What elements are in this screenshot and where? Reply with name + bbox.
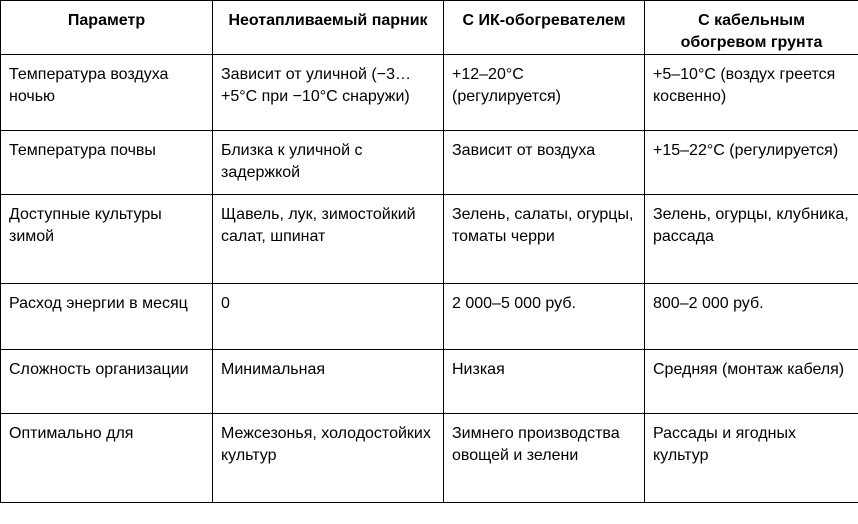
table-row bbox=[1, 131, 858, 195]
table-row bbox=[1, 350, 858, 414]
cell-unheated: Зависит от уличной (−3…+5°C при −10°C снаружи) bbox=[213, 55, 444, 131]
cell-infrared: Зависит от воздуха bbox=[444, 131, 645, 195]
table-row bbox=[1, 414, 858, 503]
header-infrared: С ИК-обогревателем bbox=[444, 1, 645, 55]
cell-cable: Зелень, огурцы, клубника, рассада bbox=[645, 195, 858, 284]
cell-unheated: Межсезонья, холодостойких культур bbox=[213, 414, 444, 503]
header-parameter: Параметр bbox=[1, 1, 213, 55]
cell-cable: +5–10°C (воздух греется косвенно) bbox=[645, 55, 858, 131]
cell-parameter: Расход энергии в месяц bbox=[1, 284, 213, 350]
cell-unheated: Минимальная bbox=[213, 350, 444, 414]
table-row bbox=[1, 55, 858, 131]
cell-unheated: 0 bbox=[213, 284, 444, 350]
cell-infrared: Зелень, салаты, огурцы, томаты черри bbox=[444, 195, 645, 284]
cell-unheated: Близка к уличной с задержкой bbox=[213, 131, 444, 195]
cell-parameter: Температура почвы bbox=[1, 131, 213, 195]
cell-infrared: +12–20°C (регулируется) bbox=[444, 55, 645, 131]
table-row bbox=[1, 284, 858, 350]
cell-infrared: Низкая bbox=[444, 350, 645, 414]
table-row bbox=[1, 195, 858, 284]
cell-unheated: Щавель, лук, зимостойкий салат, шпинат bbox=[213, 195, 444, 284]
cell-cable: 800–2 000 руб. bbox=[645, 284, 858, 350]
header-unheated: Неотапливаемый парник bbox=[213, 1, 444, 55]
cell-parameter: Сложность организации bbox=[1, 350, 213, 414]
header-row bbox=[1, 1, 858, 55]
cell-infrared: Зимнего производства овощей и зелени bbox=[444, 414, 645, 503]
cell-parameter: Доступные культуры зимой bbox=[1, 195, 213, 284]
header-cable: С кабельным обогревом грунта bbox=[645, 1, 858, 55]
cell-cable: Рассады и ягодных культур bbox=[645, 414, 858, 503]
cell-parameter: Оптимально для bbox=[1, 414, 213, 503]
cell-parameter: Температура воздуха ночью bbox=[1, 55, 213, 131]
cell-cable: Средняя (монтаж кабеля) bbox=[645, 350, 858, 414]
cell-cable: +15–22°C (регулируется) bbox=[645, 131, 858, 195]
cell-infrared: 2 000–5 000 руб. bbox=[444, 284, 645, 350]
